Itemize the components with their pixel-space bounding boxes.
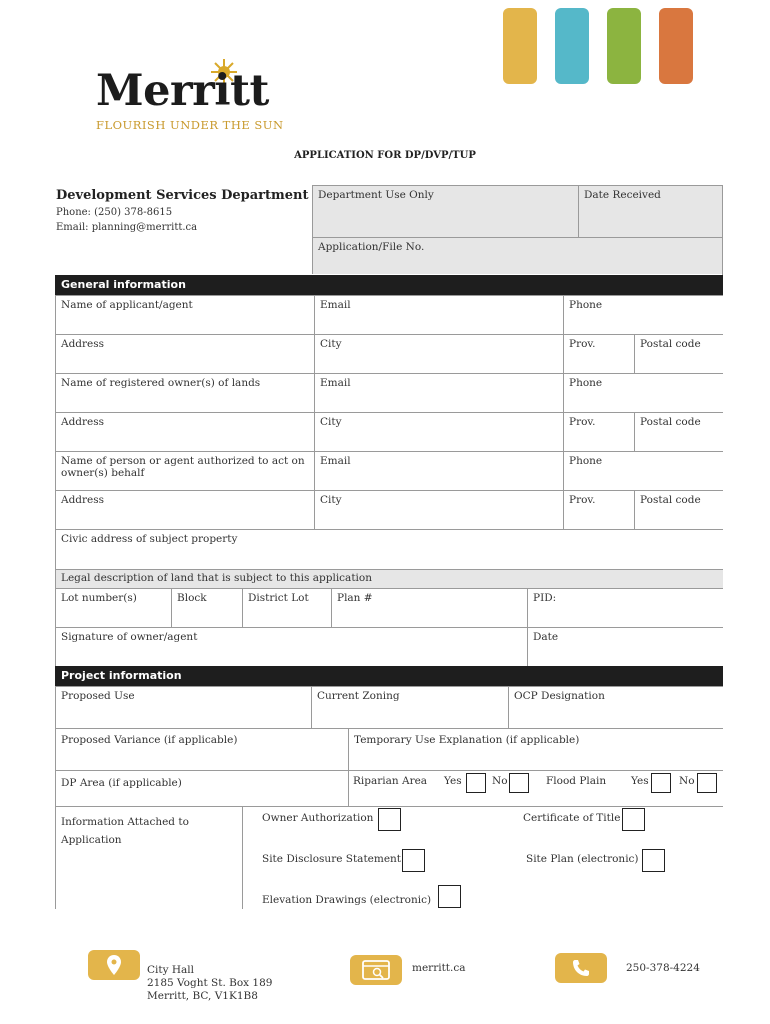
location-pin-icon [88,950,140,980]
applicant-address-label: Address [61,338,105,350]
owner-address-field[interactable] [55,412,314,451]
footer-address-line2: 2185 Voght St. Box 189 [147,977,273,989]
date-received-field[interactable] [578,185,723,237]
owner-prov-field[interactable] [563,412,634,451]
web-icon [350,955,402,985]
footer-address-line1: City Hall [147,964,195,976]
riparian-no-checkbox[interactable] [509,773,529,793]
general-info-header: General information [55,275,723,295]
flood-no-checkbox[interactable] [697,773,717,793]
certificate-title-label: Certificate of Title [523,812,621,824]
date-label: Date [533,631,559,643]
owner-postal-label: Postal code [640,416,701,428]
owner-name-label: Name of registered owner(s) of lands [61,377,261,389]
ocp-designation-field[interactable] [508,686,723,728]
owner-phone-label: Phone [569,377,603,389]
riparian-yes-checkbox[interactable] [466,773,486,793]
dept-use-only-field[interactable] [312,185,578,237]
owner-postal-field[interactable] [634,412,723,451]
pid-field[interactable] [527,588,723,627]
riparian-no-label: No [492,775,508,787]
applicant-name-label: Name of applicant/agent [61,299,193,311]
authorized-city-label: City [320,494,342,506]
site-disclosure-checkbox[interactable] [402,849,425,872]
authorized-phone-label: Phone [569,455,603,467]
proposed-variance-field[interactable] [55,728,348,770]
phone-icon [555,953,607,983]
site-disclosure-label: Site Disclosure Statement [262,853,402,865]
plan-label: Plan # [337,592,373,604]
flood-no-label: No [679,775,695,787]
site-plan-label: Site Plan (electronic) [526,853,639,865]
applicant-name-field[interactable] [55,295,314,334]
applicant-email-field[interactable] [314,295,563,334]
owner-email-field[interactable] [314,373,563,412]
date-field[interactable] [527,627,723,666]
owner-authorization-label: Owner Authorization [262,812,374,824]
brand-bar-teal [555,8,589,84]
authorized-name-field[interactable] [55,451,314,490]
district-lot-field[interactable] [242,588,331,627]
footer-address-line3: Merritt, BC, V1K1B8 [147,990,258,1002]
pid-label: PID: [533,592,557,604]
applicant-email-label: Email [320,299,351,311]
applicant-prov-label: Prov. [569,338,596,350]
brand-bar-green [607,8,641,84]
owner-prov-label: Prov. [569,416,596,428]
legal-description-label: Legal description of land that is subject to this application [61,572,372,584]
owner-address-label: Address [61,416,105,428]
riparian-area-label: Riparian Area [353,775,428,787]
footer-address [147,964,272,1003]
certificate-title-checkbox[interactable] [622,808,645,831]
form-title: APPLICATION FOR DP/DVP/TUP [294,150,476,161]
applicant-postal-field[interactable] [634,334,723,373]
project-info-header: Project information [55,666,723,686]
authorized-email-label: Email [320,455,351,467]
info-attached-label: Information Attached to Application [61,816,189,846]
flood-yes-checkbox[interactable] [651,773,671,793]
applicant-city-label: City [320,338,342,350]
authorized-phone-field[interactable] [563,451,723,490]
site-plan-checkbox[interactable] [642,849,665,872]
signature-label: Signature of owner/agent [61,631,198,643]
flood-plain-label: Flood Plain [546,775,607,787]
block-label: Block [177,592,207,604]
file-no-label: Application/File No. [318,241,425,253]
brand-bar-orange [659,8,693,84]
date-received-label: Date Received [584,189,661,201]
dp-area-label: DP Area (if applicable) [61,777,182,789]
brand-bar-yellow [503,8,537,84]
lot-number-field[interactable] [55,588,171,627]
authorized-name-label: Name of person or agent authorized to act on owner(s) behalf [61,455,305,479]
temporary-use-label: Temporary Use Explanation (if applicable) [354,734,580,746]
block-field[interactable] [171,588,242,627]
owner-phone-field[interactable] [563,373,723,412]
authorized-prov-field[interactable] [563,490,634,529]
logo-tagline: FLOURISH UNDER THE SUN [96,118,284,132]
civic-address-label: Civic address of subject property [61,533,238,545]
current-zoning-label: Current Zoning [317,690,400,702]
authorized-email-field[interactable] [314,451,563,490]
applicant-phone-label: Phone [569,299,603,311]
dp-area-field[interactable] [55,770,348,806]
dept-name: Development Services Department [56,188,309,203]
flood-yes-label: Yes [631,775,649,787]
current-zoning-field[interactable] [311,686,508,728]
owner-email-label: Email [320,377,351,389]
civic-address-field[interactable] [55,529,723,569]
owner-authorization-checkbox[interactable] [378,808,401,831]
owner-city-field[interactable] [314,412,563,451]
signature-field[interactable] [55,627,527,666]
info-attached-cell [55,806,242,909]
lot-number-label: Lot number(s) [61,592,137,604]
footer-phone[interactable]: 250-378-4224 [626,962,700,974]
riparian-yes-label: Yes [444,775,462,787]
elevation-drawings-checkbox[interactable] [438,885,461,908]
authorized-address-label: Address [61,494,105,506]
applicant-city-field[interactable] [314,334,563,373]
plan-field[interactable] [331,588,527,627]
ocp-designation-label: OCP Designation [514,690,605,702]
dept-phone: Phone: (250) 378-8615 [56,207,173,218]
authorized-address-field[interactable] [55,490,314,529]
proposed-use-field[interactable] [55,686,311,728]
applicant-address-field[interactable] [55,334,314,373]
applicant-phone-field[interactable] [563,295,723,334]
temporary-use-field[interactable] [348,728,723,770]
applicant-prov-field[interactable] [563,334,634,373]
proposed-use-label: Proposed Use [61,690,135,702]
owner-name-field[interactable] [55,373,314,412]
logo-wordmark: Merritt [96,66,269,116]
dept-email: Email: planning@merritt.ca [56,222,198,233]
authorized-city-field[interactable] [314,490,563,529]
elevation-drawings-label: Elevation Drawings (electronic) [262,894,432,906]
file-no-field[interactable] [312,237,723,274]
legal-description-row [55,569,723,588]
district-lot-label: District Lot [248,592,309,604]
proposed-variance-label: Proposed Variance (if applicable) [61,734,238,746]
authorized-postal-label: Postal code [640,494,701,506]
applicant-postal-label: Postal code [640,338,701,350]
dept-use-only-label: Department Use Only [318,189,434,201]
footer-website[interactable]: merritt.ca [412,962,466,974]
authorized-prov-label: Prov. [569,494,596,506]
owner-city-label: City [320,416,342,428]
authorized-postal-field[interactable] [634,490,723,529]
